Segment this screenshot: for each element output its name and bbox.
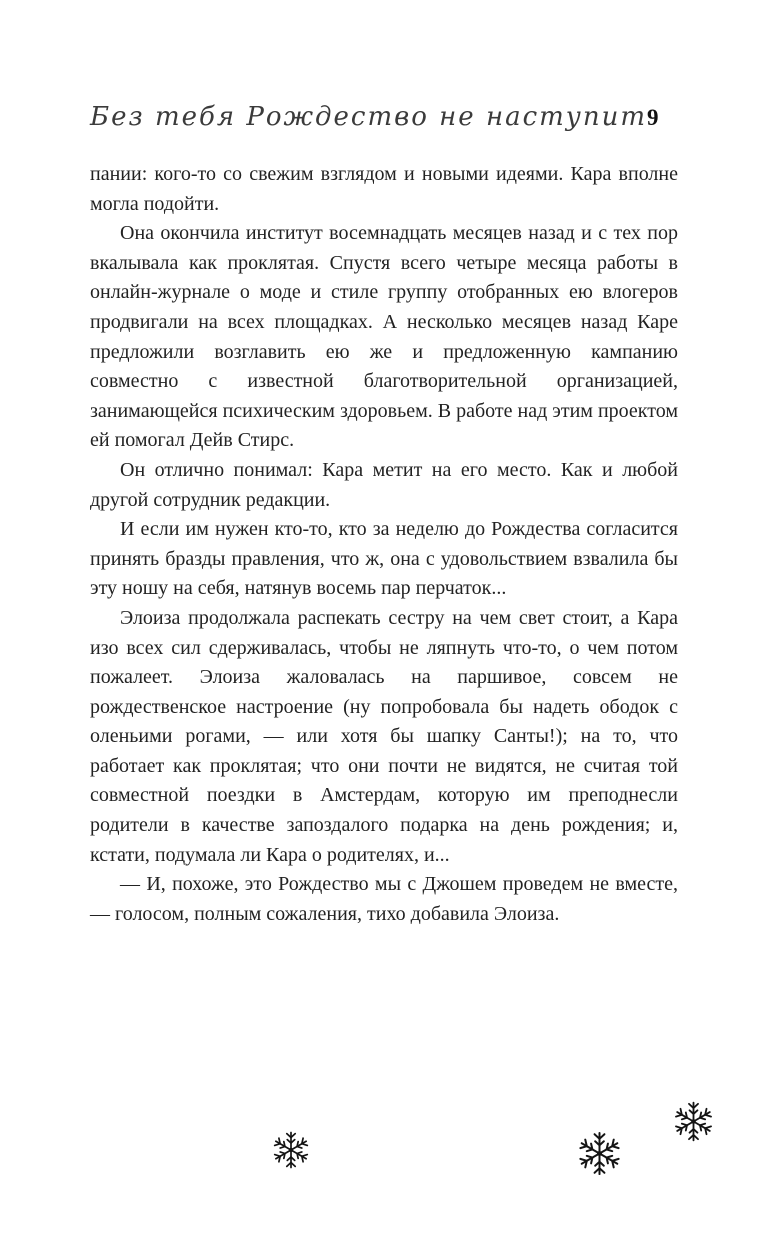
snowflake-icon — [271, 1130, 311, 1170]
body-text — [0, 160, 768, 929]
paragraph: Он отлично понимал: Кара метит на его место. Как и любой другой сотрудник редакции. — [90, 458, 678, 511]
paragraph: — И, похоже, это Рождество мы с Джошем проведем не вместе, — голосом, полным сожаления, тихо добавила Элоиза. — [90, 873, 678, 925]
snowflake-icon — [576, 1130, 623, 1177]
snowflake-icon — [672, 1100, 715, 1143]
paragraph: И если им нужен кто-то, кто за неделю до Рождества согласится принять бразды правления, что ж, она с удовольствием взвалила бы эту ношу на себя, натянув восемь пар перчаток... — [90, 518, 678, 600]
running-head-book-title: Без тебя Рождество не наступит — [90, 102, 648, 132]
page-number: 9 — [647, 105, 659, 130]
paragraph: Элоиза продолжала распекать сестру на чем свет стоит, а Кара изо всех сил сдерживалась, чтобы не ляпнуть что-то, о чем потом пожалеет. Элоиза жаловалась на паршивое, совсем не рождественское настроение (ну попробовала бы надеть ободок с оленьими рогами, — или хотя бы шапку Санты!); на то, что работает как проклятая; что они почти не видятся, не считая той совместной поездки в Амстердам, которую им преподнесли родители в качестве запоздалого подарка на день рождения; и, кстати, подумала ли Кара о родителях, и... — [90, 606, 678, 866]
paragraph: Она окончила институт восемнадцать месяцев назад и с тех пор вкалывала как проклятая. Спустя всего четыре месяца работы в онлайн-журнале о моде и стиле группу отобранных ею влогеров продвигали на всех площадках. А несколько месяцев назад Каре предложили возглавить ею же и предложенную кампанию совместно с известной благотворительной организацией, занимающейся психическим здоровьем. В работе над этим проектом ей помогал Дейв Стирс. — [90, 222, 678, 452]
page-header — [0, 102, 768, 132]
paragraph: пании: кого-то со свежим взглядом и новыми идеями. Кара вполне могла подойти. — [90, 163, 678, 215]
